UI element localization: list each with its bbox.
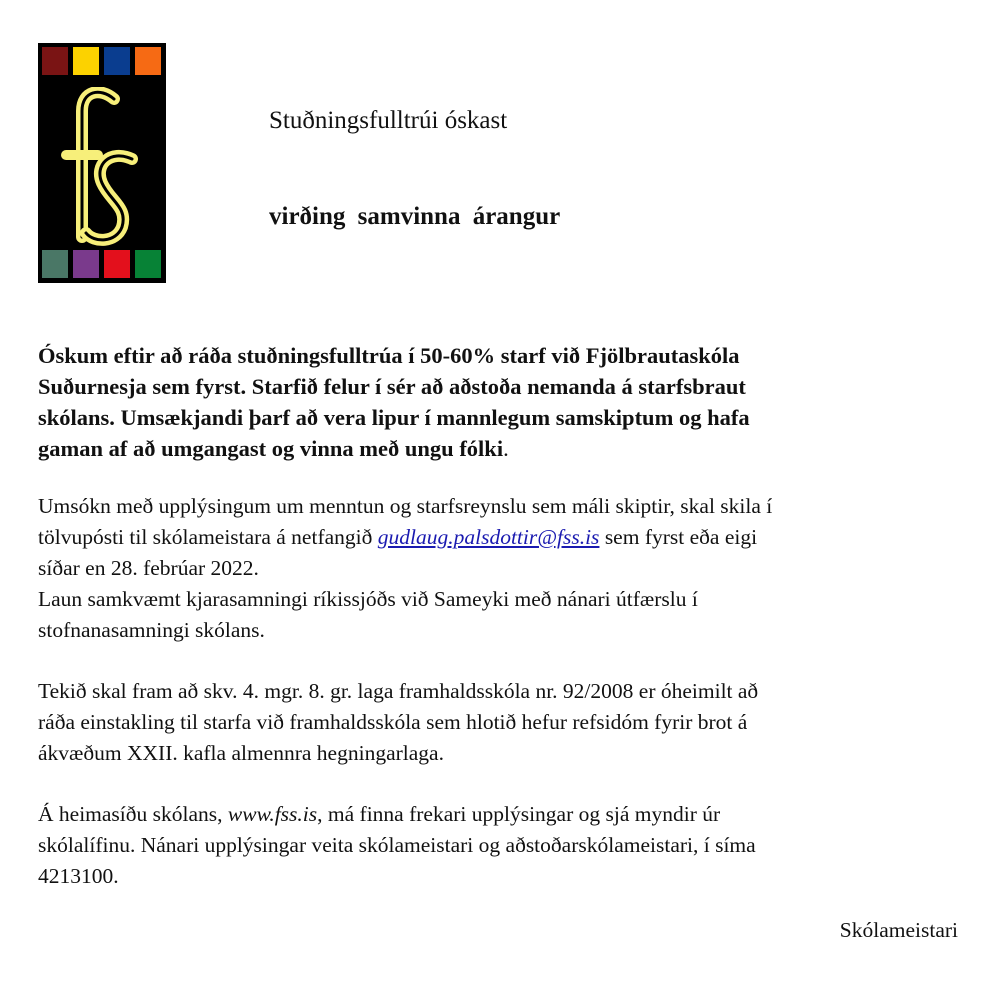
website-link[interactable]: www.fss.is xyxy=(227,802,318,826)
intro-line: gaman af að umgangast og vinna með ungu fólki xyxy=(38,436,504,461)
application-line: Umsókn með upplýsingum um menntun og starfsreynslu sem máli skiptir, skal skila í xyxy=(38,494,773,518)
info-paragraph xyxy=(38,799,968,892)
salary-line: stofnanasamningi skólans. xyxy=(38,618,265,642)
logo-swatch xyxy=(73,47,99,75)
logo-swatch xyxy=(73,250,99,278)
logo-swatch xyxy=(42,250,68,278)
intro-paragraph xyxy=(38,340,968,464)
email-link[interactable]: gudlaug.palsdottir@fss.is xyxy=(377,525,600,549)
logo-swatch xyxy=(135,250,161,278)
fss-logo xyxy=(38,43,166,283)
info-line: skólalífinu. Nánari upplýsingar veita skólameistari og aðstoðarskólameistari, í síma xyxy=(38,833,756,857)
intro-period: . xyxy=(503,436,509,461)
fss-monogram-icon xyxy=(52,87,152,247)
application-paragraph xyxy=(38,491,968,646)
salary-line: Laun samkvæmt kjarasamningi ríkissjóðs við Sameyki með nánari útfærslu í xyxy=(38,587,698,611)
legal-line: Tekið skal fram að skv. 4. mgr. 8. gr. laga framhaldsskóla nr. 92/2008 er óheimilt að xyxy=(38,679,759,703)
page-title: Stuðningsfulltrúi óskast xyxy=(269,107,508,134)
logo-swatch xyxy=(104,250,130,278)
signature: Skólameistari xyxy=(839,918,958,942)
intro-line: skólans. Umsækjandi þarf að vera lipur í mannlegum samskiptum og hafa xyxy=(38,405,750,430)
logo-swatch xyxy=(104,47,130,75)
legal-line: ákvæðum XXII. kafla almennra hegningarlaga. xyxy=(38,741,444,765)
intro-line: Óskum eftir að ráða stuðningsfulltrúa í 50-60% starf við Fjölbrautaskóla xyxy=(38,343,740,368)
application-line: síðar en 28. febrúar 2022. xyxy=(38,556,259,580)
info-line: , má finna frekari upplýsingar og sjá myndir úr xyxy=(317,802,721,826)
motto: virðing samvinna árangur xyxy=(269,203,561,230)
application-line: sem fyrst eða eigi xyxy=(599,525,758,549)
logo-swatch xyxy=(42,47,68,75)
intro-line: Suðurnesja sem fyrst. Starfið felur í sér að aðstoða nemanda á starfsbraut xyxy=(38,374,746,399)
legal-paragraph xyxy=(38,676,968,769)
legal-line: ráða einstakling til starfa við framhaldsskóla sem hlotið hefur refsidóm fyrir brot á xyxy=(38,710,748,734)
logo-swatch xyxy=(135,47,161,75)
info-line: Á heimasíðu skólans, xyxy=(38,802,228,826)
application-line: tölvupósti til skólameistara á netfangið xyxy=(38,525,378,549)
phone-number: 4213100. xyxy=(38,864,119,888)
